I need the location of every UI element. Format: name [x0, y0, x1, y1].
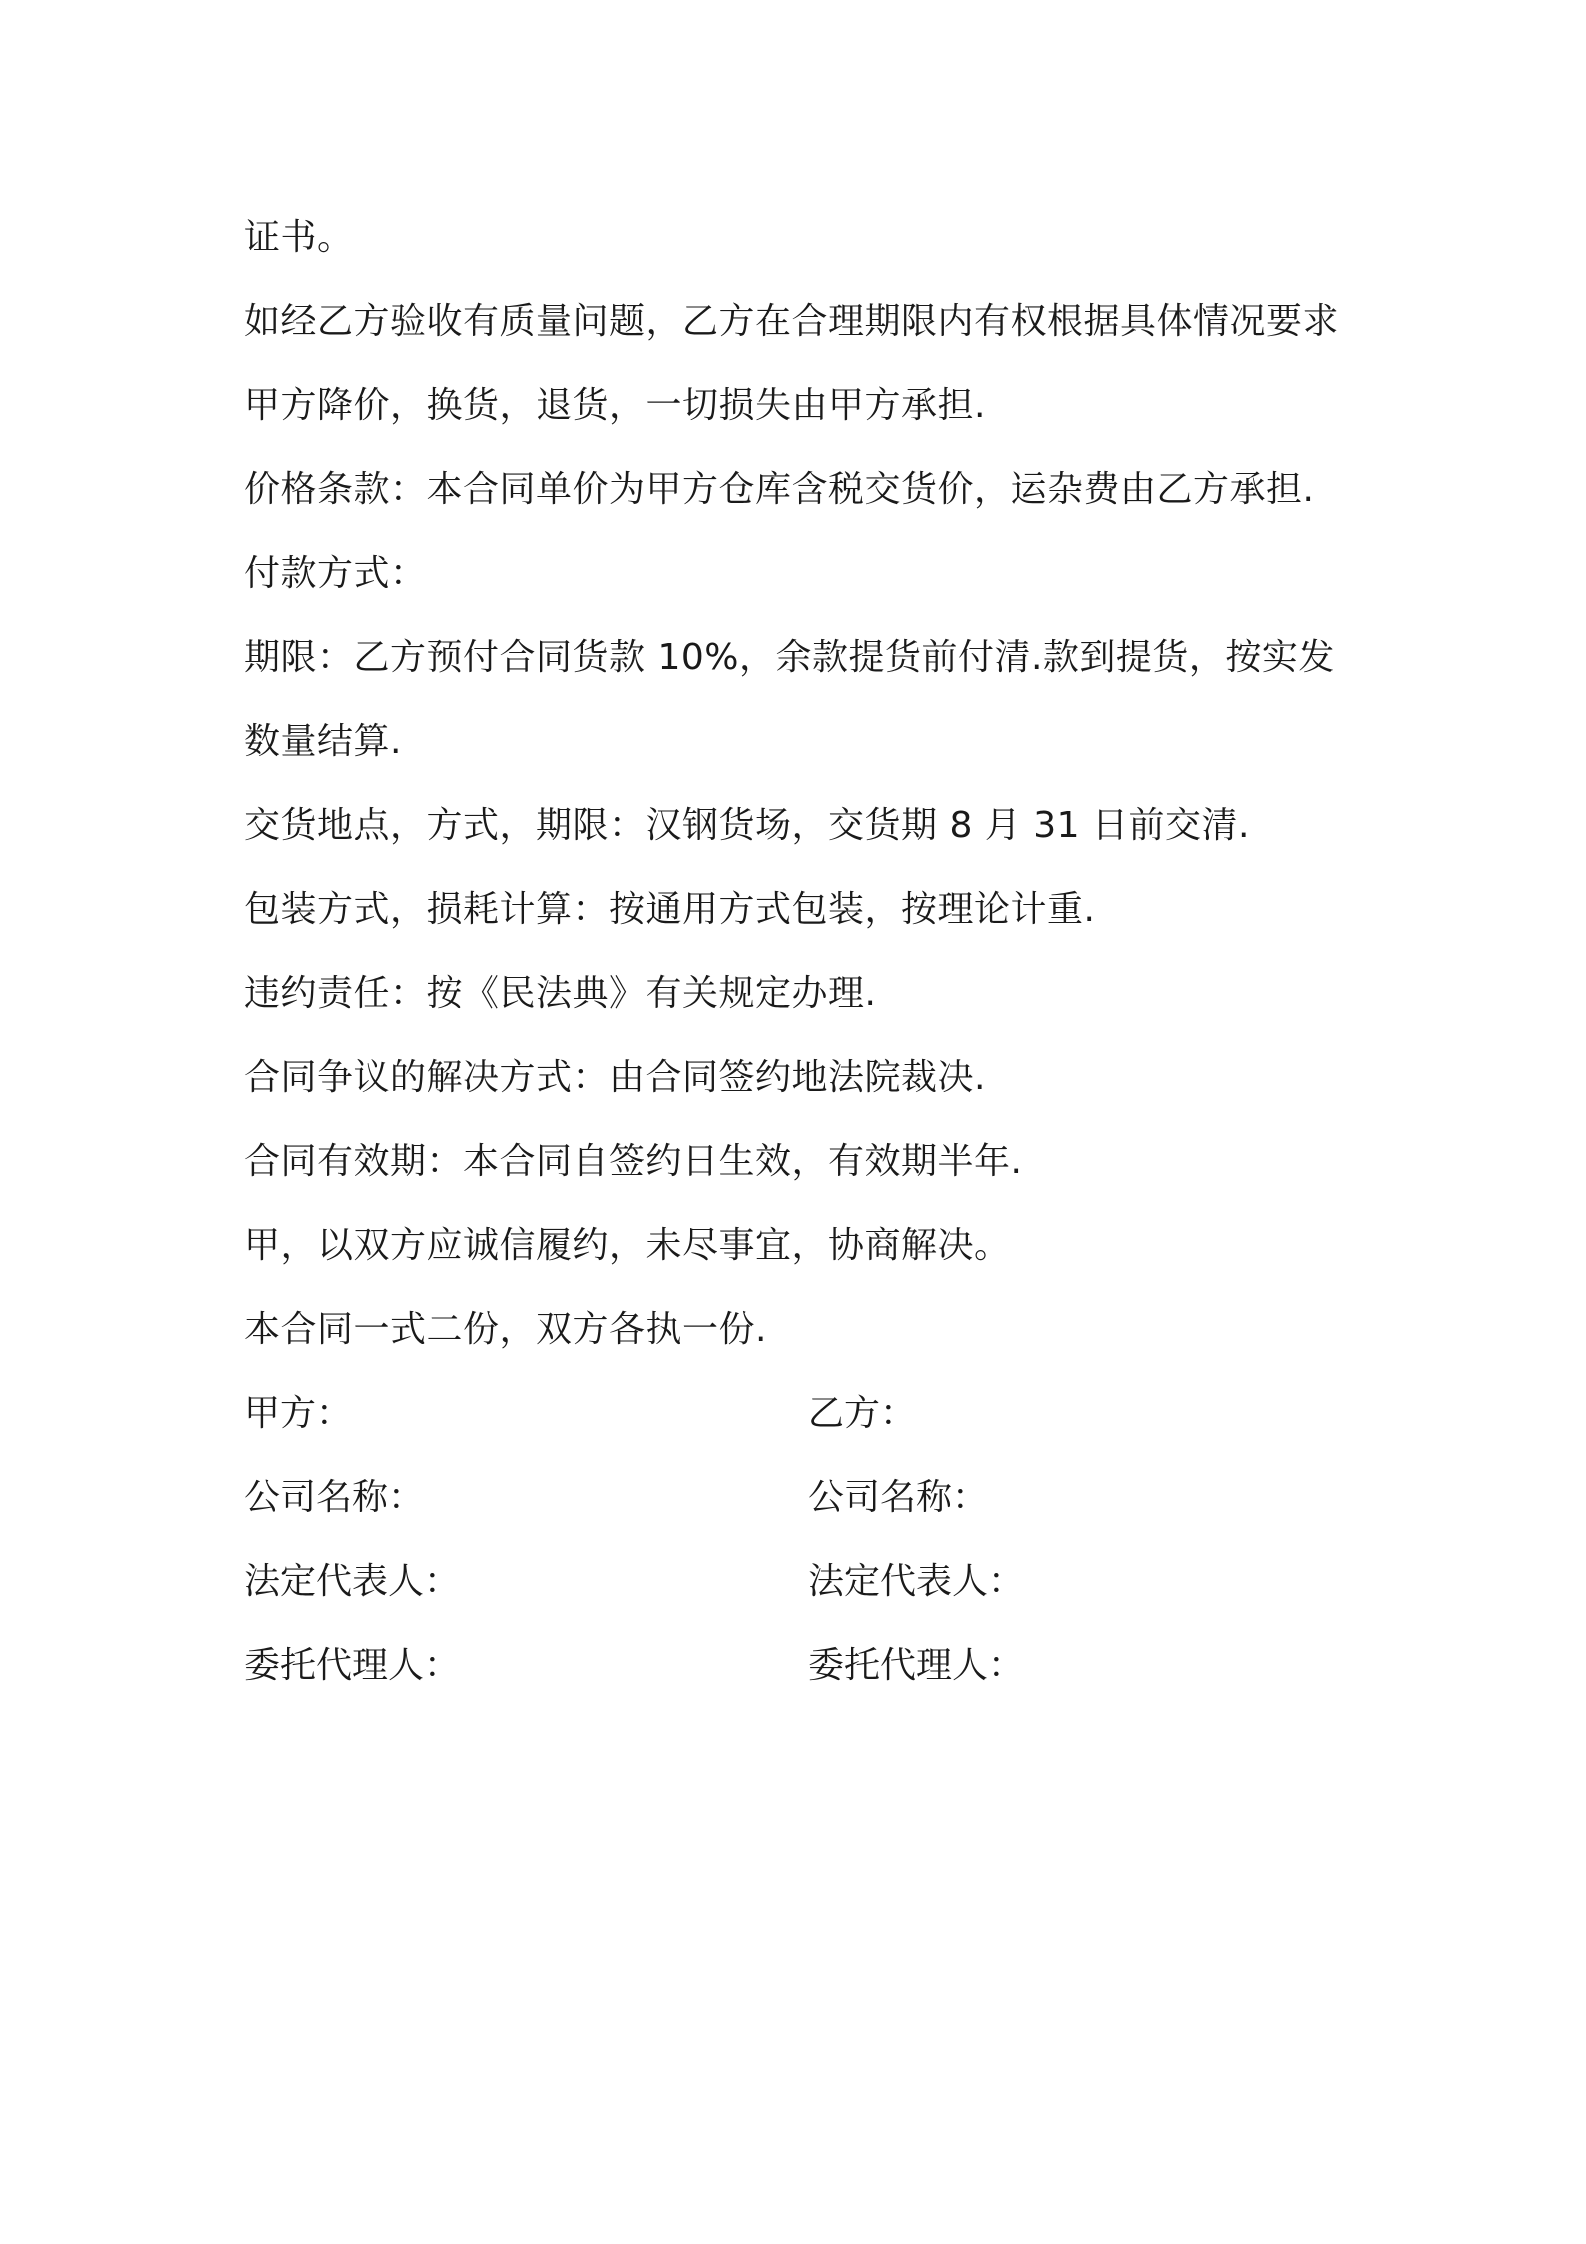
party-b-company: 公司名称： — [808, 1477, 989, 1518]
text-line: 本合同一式二份，双方各执一份. — [244, 1309, 767, 1350]
party-a-label: 甲方： — [244, 1393, 353, 1434]
text-line: 合同有效期：本合同自签约日生效，有效期半年. — [244, 1141, 1023, 1182]
party-b-label: 乙方： — [808, 1393, 917, 1434]
party-b-agent: 委托代理人： — [808, 1645, 1025, 1686]
party-a-legal-rep: 法定代表人： — [244, 1561, 461, 1602]
signature-row-company — [244, 1456, 1364, 1540]
text-line: 如经乙方验收有质量问题，乙方在合理期限内有权根据具体情况要求 — [244, 301, 1340, 342]
text-line: 数量结算. — [244, 721, 402, 762]
text-line: 证书。 — [244, 217, 354, 258]
text-line: 合同争议的解决方式：由合同签约地法院裁决. — [244, 1057, 986, 1098]
text-line: 期限：乙方预付合同货款 10%，余款提货前付清.款到提货，按实发 — [244, 637, 1335, 678]
signature-row-agent — [244, 1624, 1364, 1708]
text-line: 甲，以双方应诚信履约，未尽事宜，协商解决。 — [244, 1225, 1011, 1266]
contract-body — [244, 196, 1364, 1708]
signature-row-legal-rep — [244, 1540, 1364, 1624]
text-line: 违约责任：按《民法典》有关规定办理. — [244, 973, 877, 1014]
text-line: 交货地点，方式，期限：汉钢货场，交货期 8 月 31 日前交清. — [244, 805, 1250, 846]
signature-row-party — [244, 1372, 1364, 1456]
text-line: 包装方式，损耗计算：按通用方式包装，按理论计重. — [244, 889, 1096, 930]
party-a-company: 公司名称： — [244, 1477, 425, 1518]
text-line: 甲方降价，换货，退货，一切损失由甲方承担. — [244, 385, 986, 426]
party-b-legal-rep: 法定代表人： — [808, 1561, 1025, 1602]
text-line: 价格条款：本合同单价为甲方仓库含税交货价，运杂费由乙方承担. — [244, 469, 1315, 510]
text-line: 付款方式： — [244, 553, 427, 594]
party-a-agent: 委托代理人： — [244, 1645, 461, 1686]
